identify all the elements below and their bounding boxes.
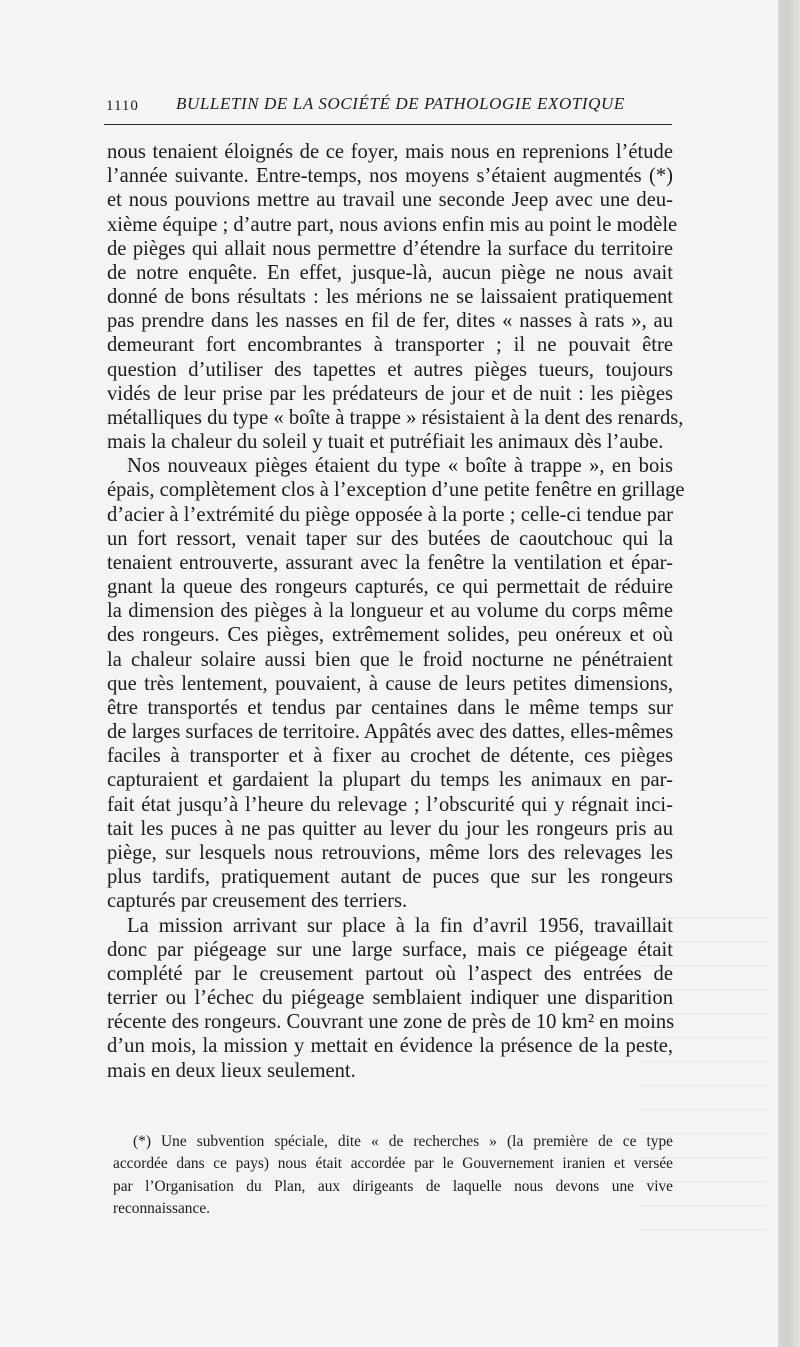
footnote-line: (*) Une subvention spéciale, dite « de recherches » (la première de ce type [133,1133,673,1150]
page-edge [778,0,800,1347]
footnote [113,1131,673,1221]
text-line: vidés de leur prise par les prédateurs de jour et de nuit : les pièges [107,382,673,405]
text-line: mais la chaleur du soleil y tuait et putréfiait les animaux dès l’aube. [107,431,664,454]
running-head [106,94,672,120]
text-line: de pièges qui allait nous permettre d’étendre la surface du territoire [107,237,673,260]
journal-title: BULLETIN DE LA SOCIÉTÉ DE PATHOLOGIE EXOTIQUE [176,94,625,113]
paragraph [107,140,684,454]
text-line: nous tenaient éloignés de ce foyer, mais nous en reprenions l’étude [107,141,673,163]
text-line: la dimension des pièges à la longueur et au volume du corps même [107,600,673,623]
text-line: des rongeurs. Ces pièges, extrêmement solides, peu onéreux et où [107,624,673,647]
text-line: de notre enquête. En effet, jusque-là, aucun piège ne nous avait [107,261,673,284]
text-line: fait état jusqu’à l’heure du relevage ; l’obscurité qui y régnait inci- [107,793,673,816]
text-line: la chaleur solaire aussi bien que le froid nocturne ne pénétraient [107,648,673,671]
text-line: métalliques du type « boîte à trappe » résistaient à la dent des renards, [107,406,684,429]
text-line: l’année suivante. Entre-temps, nos moyens s’étaient augmentés (*) [107,165,673,188]
text-line: complété par le creusement partout où l’aspect des entrées de [107,962,673,985]
footnote-line: accordée dans ce pays) nous était accordée par le Gouvernement iranien et versée [113,1155,673,1173]
text-line: La mission arrivant sur place à la fin d’avril 1956, travaillait [127,914,673,937]
text-line: faciles à transporter et à fixer au crochet de détente, ces pièges [107,745,673,768]
text-line: et nous pouvions mettre au travail une seconde Jeep avec une deu- [107,189,673,212]
text-line: demeurant fort encombrantes à transporter ; il ne pouvait être [107,334,673,357]
text-line: que très lentement, pouvaient, à cause de leurs petites dimensions, [107,672,673,695]
footnote-line: reconnaissance. [113,1200,210,1218]
text-line: gnant la queue des rongeurs capturés, ce qui permettait de réduire [107,576,673,599]
text-line: donné de bons résultats : les mérions ne se laissaient pratiquement [107,286,673,309]
text-line: question d’utiliser des tapettes et autres pièges tueurs, toujours [107,358,673,381]
header-rule [104,124,672,125]
text-line: récente des rongeurs. Couvrant une zone de près de 10 km² en moins [107,1011,675,1034]
paragraph [107,914,673,1083]
body-text [107,140,685,1083]
text-line: donc par piégeage sur une large surface, mais ce piégeage était [107,938,673,961]
text-line: un fort ressort, venait taper sur des butées de caoutchouc qui la [107,527,673,550]
text-line: tenaient entrouverte, assurant avec la fenêtre la ventilation et épar- [107,551,673,574]
text-line: plus tardifs, pratiquement autant de puces que sur les rongeurs [107,866,673,889]
text-line: mais en deux lieux seulement. [107,1059,356,1082]
paragraph [107,454,685,913]
page-number: 1110 [106,98,139,114]
text-line: piège, sur lesquels nous retrouvions, même lors des relevages les [107,841,673,864]
text-line: pas prendre dans les nasses en fil de fer, dites « nasses à rats », au [107,310,673,333]
text-line: épais, complètement clos à l’exception d’une petite fenêtre en grillage [107,479,685,502]
text-line: Nos nouveaux pièges étaient du type « boîte à trappe », en bois [127,455,673,478]
text-line: capturaient et gardaient la plupart du temps les animaux en par- [107,769,673,792]
text-line: capturés par creusement des terriers. [107,890,408,913]
text-line: terrier ou l’échec du piégeage semblaient indiquer une disparition [107,987,673,1010]
text-line: d’acier à l’extrémité du piège opposée à la porte ; celle-ci tendue par [107,503,673,526]
text-line: d’un mois, la mission y mettait en évidence la présence de la peste, [107,1035,673,1058]
text-line: tait les puces à ne pas quitter au lever du jour les rongeurs pris au [107,817,673,840]
text-line: de larges surfaces de territoire. Appâtés avec des dattes, elles-mêmes [107,721,674,744]
text-line: être transportés et tendus par centaines dans le même temps sur [107,696,673,719]
footnote-line: par l’Organisation du Plan, aux dirigeants de laquelle nous devons une vive [113,1177,673,1195]
text-line: xième équipe ; d’autre part, nous avions enfin mis au point le modèle [107,213,678,236]
